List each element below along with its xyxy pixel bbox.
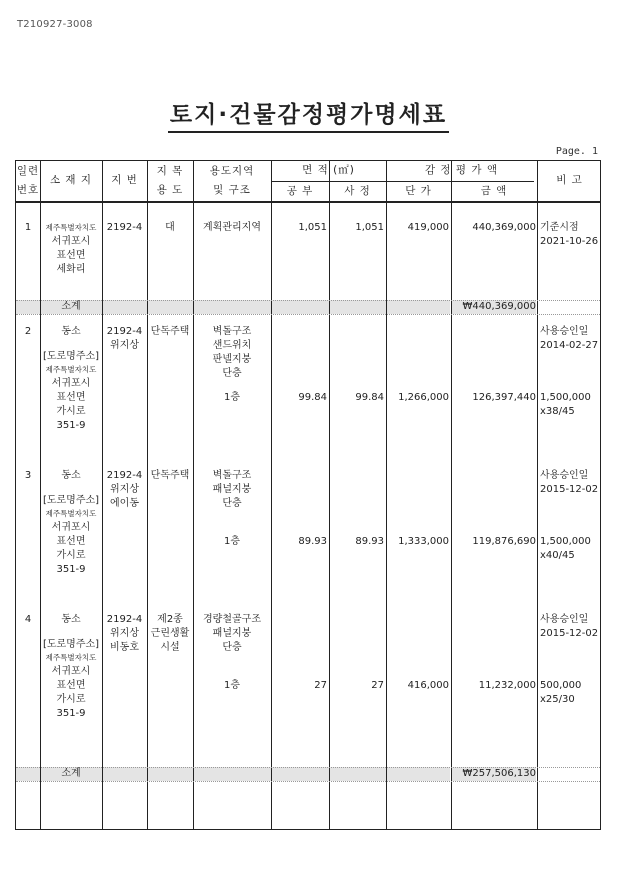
road-address-label: [도로명주소]	[42, 351, 100, 362]
row-number: 4	[24, 614, 32, 625]
area-actual: 89.93	[355, 536, 384, 547]
land-category: 대	[165, 222, 175, 233]
amount: 440,369,000	[472, 222, 536, 233]
remark-date: 2021-10-26	[540, 236, 599, 247]
location-same: 동소	[61, 326, 81, 337]
row-divider	[16, 314, 600, 315]
header-bottom-line	[16, 201, 600, 203]
header-location: 소 재 지	[49, 174, 93, 186]
subtotal-amount: ₩257,506,130	[462, 768, 536, 779]
area-public: 99.84	[298, 392, 327, 403]
header-land-category: 용 도	[156, 184, 184, 196]
lot-number: 2192-4	[106, 470, 143, 481]
header-serial: 일련	[16, 165, 40, 177]
unit-price: 419,000	[407, 222, 449, 233]
road-address-label: [도로명주소]	[42, 495, 100, 506]
header-land-category: 지 목	[156, 165, 184, 177]
land-category: 시설	[160, 642, 180, 653]
row-number: 2	[24, 326, 32, 337]
header-zoning: 용도지역	[209, 165, 255, 177]
amount: 119,876,690	[472, 536, 536, 547]
column-divider	[271, 161, 272, 829]
row-divider	[16, 781, 600, 782]
remark-ratio: x40/45	[540, 550, 575, 561]
area-actual: 99.84	[355, 392, 384, 403]
lot-note: 위지상	[110, 484, 139, 495]
location-building-no: 351-9	[56, 564, 86, 575]
location-city: 서귀포시	[51, 378, 91, 389]
remark: 사용승인일	[540, 326, 589, 337]
header-lot-number: 지 번	[111, 174, 138, 186]
land-category: 제2종	[157, 614, 183, 625]
location-city: 서귀포시	[51, 522, 91, 533]
lot-number: 2192-4	[106, 326, 143, 337]
row-number: 3	[24, 470, 32, 481]
header-subdivider	[272, 181, 534, 182]
structure: 벽돌구조	[212, 470, 252, 481]
structure: 패널지붕	[212, 484, 252, 495]
unit-price: 1,333,000	[398, 536, 449, 547]
header-area-actual: 사 정	[344, 185, 371, 197]
remark-ratio: x25/30	[540, 694, 575, 705]
area-public: 1,051	[298, 222, 327, 233]
header-remarks: 비 고	[556, 174, 583, 186]
remark: 사용승인일	[540, 470, 589, 481]
header-area-public: 공 부	[286, 185, 314, 197]
location-province: 제주특별자치도	[45, 509, 97, 518]
location-province: 제주특별자치도	[45, 365, 97, 374]
subtotal-amount: ₩440,369,000	[462, 301, 536, 312]
structure: 판넬지붕	[212, 354, 252, 365]
location-province: 제주특별자치도	[45, 223, 97, 232]
column-divider	[386, 161, 387, 829]
remark-price: 500,000	[540, 680, 582, 691]
location-road: 가시로	[56, 550, 86, 561]
remark-date: 2015-12-02	[540, 628, 599, 639]
location-same: 동소	[61, 614, 81, 625]
remark: 기준시점	[540, 222, 579, 233]
row-number: 1	[24, 222, 32, 233]
location-city: 서귀포시	[51, 666, 91, 677]
location-city: 서귀포시	[51, 236, 91, 247]
amount: 11,232,000	[478, 680, 536, 691]
page-number: Page. 1	[555, 146, 598, 157]
location-village: 세화리	[56, 264, 86, 275]
column-divider	[451, 161, 452, 829]
appraisal-table	[15, 160, 601, 830]
area-actual: 1,051	[355, 222, 384, 233]
header-unit-price: 단 가	[405, 185, 432, 197]
header-amount: 금 액	[480, 185, 508, 197]
location-town: 표선면	[56, 536, 86, 547]
location-province: 제주특별자치도	[45, 653, 97, 662]
land-category: 단독주택	[150, 470, 190, 481]
column-divider	[537, 161, 538, 829]
subtotal-label: 소계	[61, 301, 81, 312]
floor: 1층	[223, 680, 241, 691]
document-id: T210927-3008	[17, 19, 93, 30]
structure: 경량철골구조	[203, 614, 261, 625]
lot-note: 위지상	[110, 340, 139, 351]
building-name: 비동호	[110, 642, 139, 653]
header-appraisal: 감 정 평 가 액	[424, 164, 499, 176]
page-title	[0, 96, 617, 133]
location-building-no: 351-9	[56, 708, 86, 719]
title-text: 토지·건물감정평가명세표	[168, 96, 449, 133]
structure: 벽돌구조	[212, 326, 252, 337]
location-road: 가시로	[56, 694, 86, 705]
lot-number: 2192-4	[106, 222, 143, 233]
structure: 단층	[222, 368, 242, 379]
lot-number: 2192-4	[106, 614, 143, 625]
structure: 단층	[222, 498, 242, 509]
structure: 샌드위치	[212, 340, 252, 351]
remark-price: 1,500,000	[540, 536, 591, 547]
area-public: 89.93	[298, 536, 327, 547]
land-category: 단독주택	[150, 326, 190, 337]
amount: 126,397,440	[472, 392, 536, 403]
column-divider	[329, 161, 330, 829]
location-town: 표선면	[56, 680, 86, 691]
road-address-label: [도로명주소]	[42, 639, 100, 650]
floor: 1층	[223, 392, 241, 403]
unit-price: 416,000	[407, 680, 449, 691]
unit-price: 1,266,000	[398, 392, 449, 403]
column-divider	[147, 161, 148, 829]
location-town: 표선면	[56, 392, 86, 403]
location-road: 가시로	[56, 406, 86, 417]
remark: 사용승인일	[540, 614, 589, 625]
building-name: 에이동	[110, 498, 139, 509]
zoning: 계획관리지역	[203, 222, 261, 233]
land-category: 근린생활	[150, 628, 190, 639]
location-town: 표선면	[56, 250, 86, 261]
structure: 단층	[222, 642, 242, 653]
remark-ratio: x38/45	[540, 406, 575, 417]
lot-note: 위지상	[110, 628, 139, 639]
header-serial: 번호	[16, 184, 40, 196]
header-structure: 및 구조	[213, 184, 251, 196]
remark-price: 1,500,000	[540, 392, 591, 403]
remark-date: 2015-12-02	[540, 484, 599, 495]
location-building-no: 351-9	[56, 420, 86, 431]
area-actual: 27	[371, 680, 384, 691]
subtotal-label: 소계	[61, 768, 81, 779]
structure: 패널지붕	[212, 628, 252, 639]
floor: 1층	[223, 536, 241, 547]
area-public: 27	[314, 680, 327, 691]
header-area: 면 적 (㎡)	[302, 164, 355, 176]
location-same: 동소	[61, 470, 81, 481]
remark-date: 2014-02-27	[540, 340, 599, 351]
